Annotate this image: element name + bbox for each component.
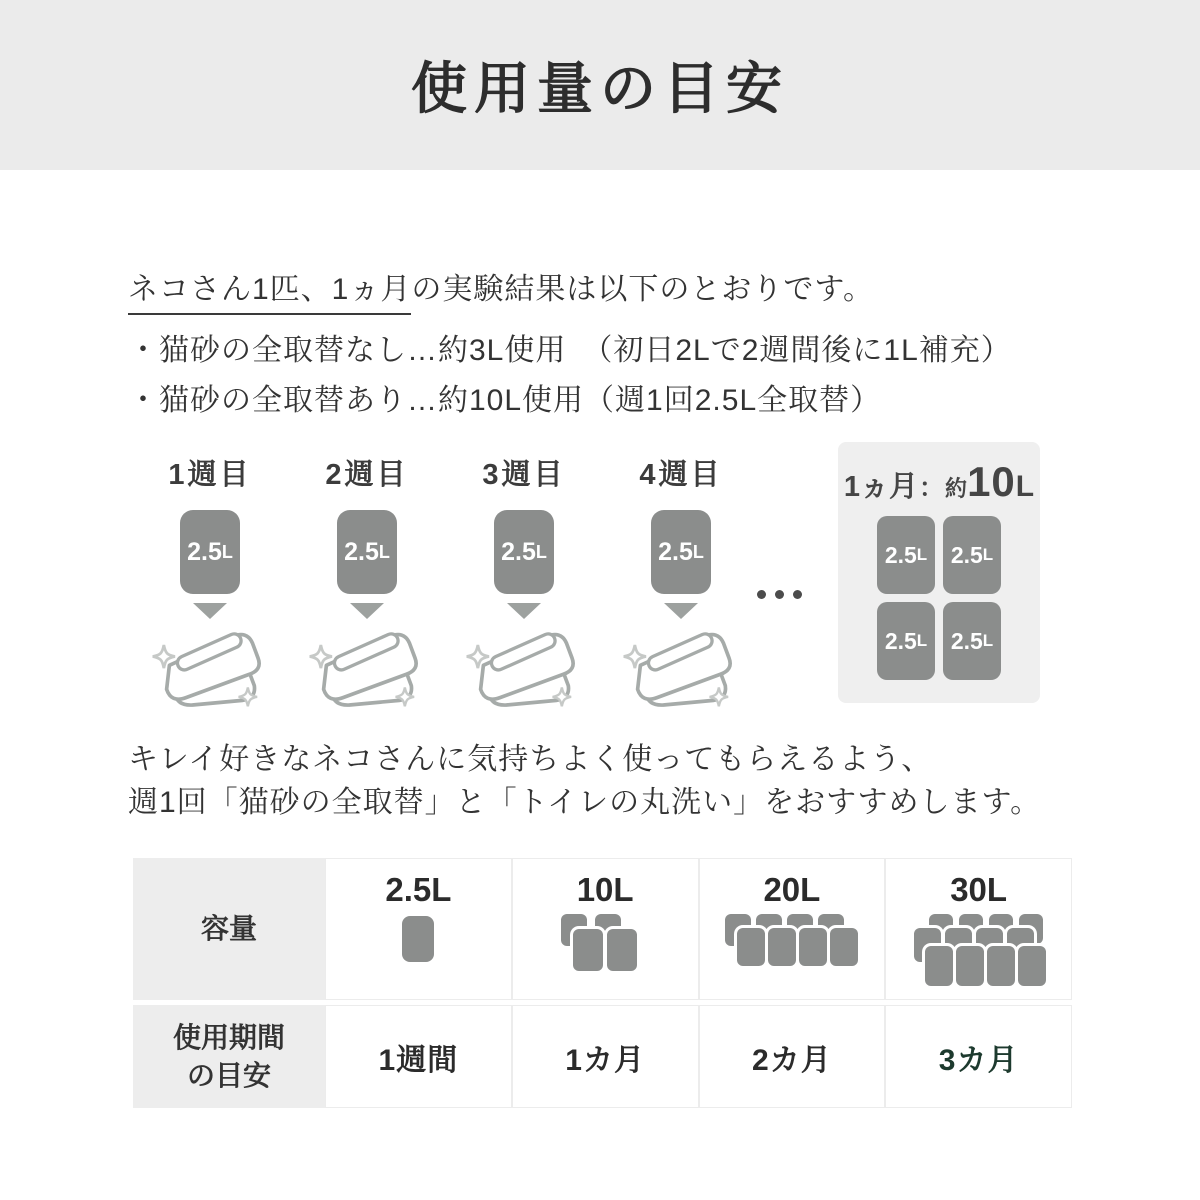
period-value: 2カ月 xyxy=(752,1043,832,1077)
period-cell xyxy=(699,1005,886,1108)
period-cell xyxy=(512,1005,699,1108)
bag-cluster-icon xyxy=(559,914,651,974)
capacity-cell xyxy=(512,858,699,1000)
monthly-summary-card xyxy=(838,442,1040,703)
week-label: 2週目 xyxy=(325,459,409,491)
capacity-label: 10L xyxy=(576,871,634,908)
bag-cluster-icon xyxy=(401,914,435,964)
capacity-cell xyxy=(699,858,886,1000)
capacity-label: 30L xyxy=(950,871,1008,908)
week-label: 3週目 xyxy=(482,459,566,491)
arrow-down-icon xyxy=(507,603,541,619)
capacity-table xyxy=(133,858,1072,1108)
capacity-cell xyxy=(325,858,512,1000)
litter-bag-icon: 2.5 L xyxy=(337,510,397,594)
bullet-item: ・猫砂の全取替あり…約10L使用（週1回2.5L全取替） xyxy=(128,384,882,417)
usage-bullets xyxy=(128,326,1012,426)
litter-box-icon xyxy=(304,621,430,717)
summary-bag-grid xyxy=(838,516,1040,680)
period-value: 3カ月 xyxy=(938,1043,1019,1077)
week-column-1 xyxy=(150,452,270,717)
period-value: 1カ月 xyxy=(565,1043,645,1077)
capacity-row-header: 容量 xyxy=(133,858,325,1000)
capacity-label: 20L xyxy=(763,871,821,908)
bullet-item: ・猫砂の全取替なし…約3L使用 （初日2Lで2週間後に1L補充） xyxy=(128,334,1012,367)
litter-bag-icon: 2.5 L xyxy=(877,516,935,594)
capacity-label: 2.5L xyxy=(385,871,452,908)
week-label: 1週目 xyxy=(168,459,252,491)
week-column-4 xyxy=(621,452,741,717)
intro-text xyxy=(128,264,874,308)
litter-bag-icon: 2.5 L xyxy=(180,510,240,594)
week-label: 4週目 xyxy=(639,459,723,491)
weeks-diagram xyxy=(150,452,741,717)
litter-bag-icon: 2.5 L xyxy=(943,516,1001,594)
period-row-header: 使用期間 の目安 xyxy=(133,1005,325,1108)
period-value: 1週間 xyxy=(378,1043,459,1077)
litter-box-icon xyxy=(147,621,273,717)
recommendation-text: キレイ好きなネコさんに気持ちよく使ってもらえるよう、 週1回「猫砂の全取替」と「トイレの丸洗い」をおすすめします。 xyxy=(128,743,1042,819)
litter-bag-icon: 2.5 L xyxy=(943,602,1001,680)
arrow-down-icon xyxy=(664,603,698,619)
litter-bag-icon: 2.5 L xyxy=(651,510,711,594)
arrow-down-icon xyxy=(350,603,384,619)
summary-title: 1ヵ月 ： 約 10 L xyxy=(843,458,1035,505)
capacity-cell xyxy=(885,858,1072,1000)
bag-cluster-icon xyxy=(725,914,859,968)
litter-bag-icon: 2.5 L xyxy=(877,602,935,680)
arrow-down-icon xyxy=(193,603,227,619)
intro-underlined-text: ネコさん1匹、1ヵ月 xyxy=(128,273,411,315)
bag-cluster-icon xyxy=(909,914,1049,988)
ellipsis-icon xyxy=(757,590,802,599)
intro-rest-text: の実験結果は以下のとおりです。 xyxy=(411,273,874,306)
period-cell xyxy=(885,1005,1072,1108)
header-band xyxy=(0,0,1200,170)
litter-bag-icon: 2.5 L xyxy=(494,510,554,594)
week-column-2 xyxy=(307,452,427,717)
page-title: 使用量の目安 xyxy=(411,57,789,120)
week-column-3 xyxy=(464,452,584,717)
litter-box-icon xyxy=(618,621,744,717)
period-cell xyxy=(325,1005,512,1108)
litter-box-icon xyxy=(461,621,587,717)
